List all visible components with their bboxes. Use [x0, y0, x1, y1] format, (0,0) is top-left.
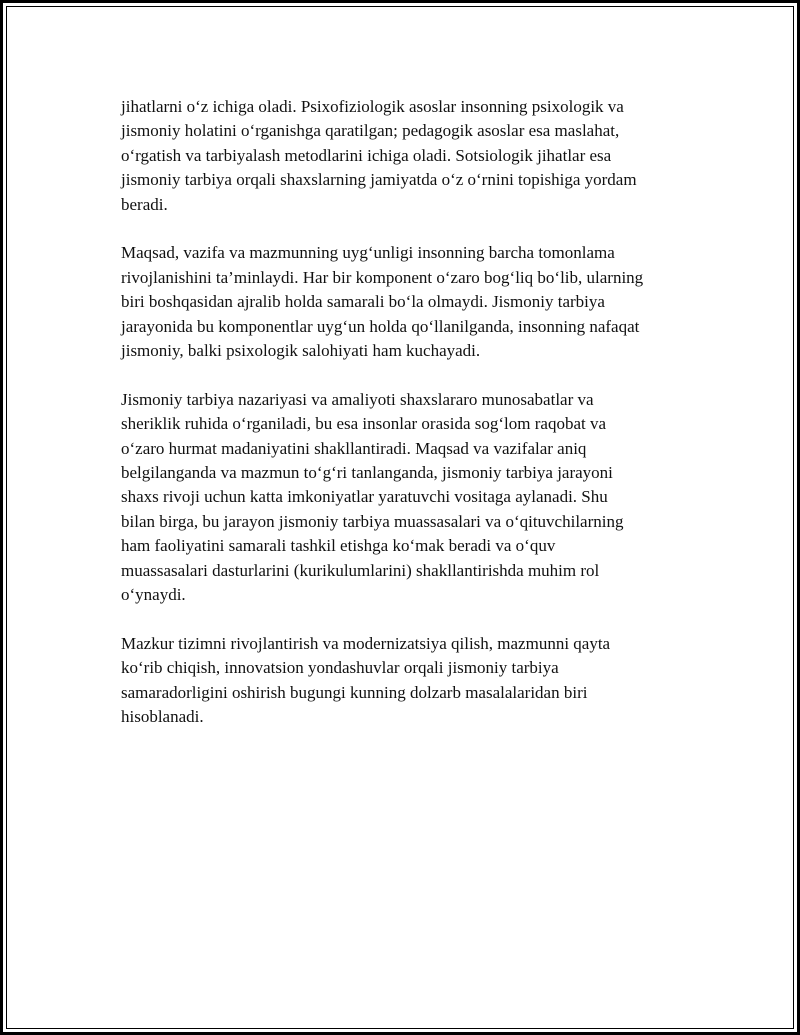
paragraph-line: ham faoliyatini samarali tashkil etishga ko‘mak beradi va o‘quv: [121, 536, 556, 556]
paragraph-3: [121, 388, 701, 608]
paragraph-line: shaxs rivoji uchun katta imkoniyatlar yaratuvchi vositaga aylanadi. Shu: [121, 487, 608, 507]
document-body: [121, 95, 701, 754]
paragraph-line: hisoblanadi.: [121, 707, 204, 727]
paragraph-line: jismoniy tarbiya orqali shaxslarning jamiyatda o‘z o‘rnini topishiga yordam: [121, 170, 637, 190]
paragraph-line: beradi.: [121, 194, 168, 214]
paragraph-line: Maqsad, vazifa va mazmunning uyg‘unligi insonning barcha tomonlama: [121, 243, 615, 263]
paragraph-1: [121, 95, 701, 217]
paragraph-line: samaradorligini oshirish bugungi kunning dolzarb masalalaridan biri: [121, 682, 588, 702]
paragraph-line: sheriklik ruhida o‘rganiladi, bu esa insonlar orasida sog‘lom raqobat va: [121, 414, 607, 434]
paragraph-line: belgilanganda va mazmun to‘g‘ri tanlanganda, jismoniy tarbiya jarayoni: [121, 463, 613, 483]
paragraph-line: o‘rgatish va tarbiyalash metodlarini ichiga oladi. Sotsiologik jihatlar esa: [121, 145, 612, 165]
paragraph-line: Mazkur tizimni rivojlantirish va modernizatsiya qilish, mazmunni qayta: [121, 633, 611, 653]
paragraph-line: o‘ynaydi.: [121, 585, 186, 605]
paragraph-line: muassasalari dasturlarini (kurikulumlarini) shakllantirishda muhim rol: [121, 560, 600, 580]
paragraph-line: jarayonida bu komponentlar uyg‘un holda qo‘llanilganda, insonning nafaqat: [121, 316, 640, 336]
paragraph-line: Jismoniy tarbiya nazariyasi va amaliyoti shaxslararo munosabatlar va: [121, 389, 594, 409]
paragraph-line: o‘zaro hurmat madaniyatini shakllantiradi. Maqsad va vazifalar aniq: [121, 438, 587, 458]
paragraph-line: bilan birga, bu jarayon jismoniy tarbiya muassasalari va o‘qituvchilarning: [121, 511, 624, 531]
paragraph-2: [121, 241, 701, 363]
paragraph-line: rivojlanishini ta’minlaydi. Har bir komponent o‘zaro bog‘liq bo‘lib, ularning: [121, 267, 644, 287]
paragraph-line: biri boshqasidan ajralib holda samarali bo‘la olmaydi. Jismoniy tarbiya: [121, 292, 605, 312]
paragraph-4: [121, 632, 701, 730]
paragraph-line: jismoniy holatini o‘rganishga qaratilgan; pedagogik asoslar esa maslahat,: [121, 121, 620, 141]
paragraph-line: jismoniy, balki psixologik salohiyati ham kuchayadi.: [121, 341, 481, 361]
paragraph-line: jihatlarni o‘z ichiga oladi. Psixofiziologik asoslar insonning psixologik va: [121, 97, 624, 116]
paragraph-line: ko‘rib chiqish, innovatsion yondashuvlar orqali jismoniy tarbiya: [121, 658, 559, 678]
